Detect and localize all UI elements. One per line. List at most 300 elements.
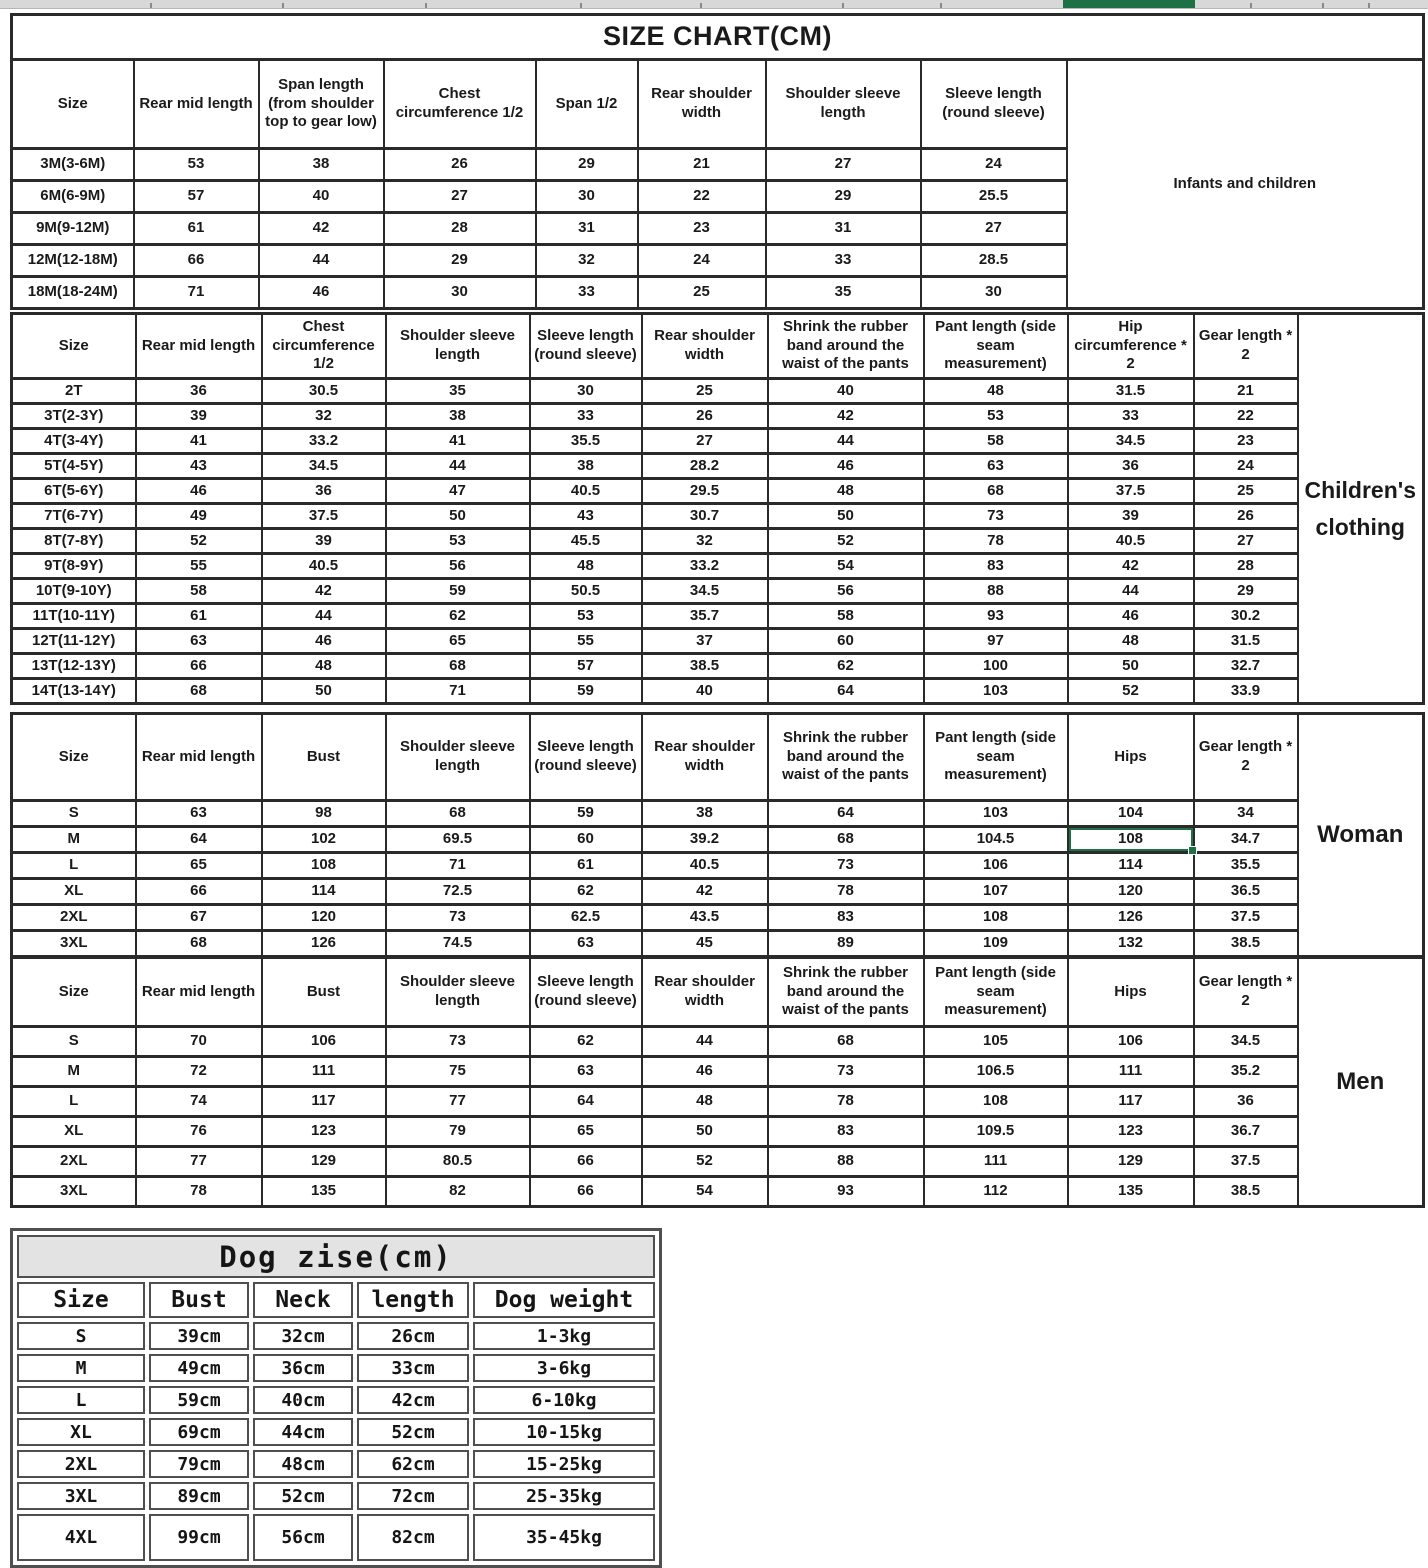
table-cell: 66 [134, 245, 259, 277]
table-cell: 97 [924, 629, 1068, 654]
table-cell: 32cm [253, 1322, 353, 1350]
table-cell: 106 [924, 853, 1068, 879]
row-size-label: 4XL [17, 1514, 145, 1561]
table-cell: 33 [1068, 404, 1194, 429]
row-size-label: XL [12, 1117, 136, 1147]
table-cell: 27 [1194, 529, 1298, 554]
table-cell: 58 [136, 579, 262, 604]
table-cell: 10-15kg [473, 1418, 655, 1446]
table-cell: 34 [1194, 801, 1298, 827]
column-gridline-tick [150, 3, 152, 8]
table-header-cell: Bust [262, 958, 386, 1027]
table-cell: 63 [924, 454, 1068, 479]
table-cell: 44 [259, 245, 384, 277]
table-cell: 29 [766, 181, 921, 213]
table-cell: 58 [768, 604, 924, 629]
table-cell: 79cm [149, 1450, 249, 1478]
table-cell: 39 [262, 529, 386, 554]
table-cell: 37.5 [262, 504, 386, 529]
table-row [12, 905, 1424, 931]
table-cell: 29 [536, 149, 638, 181]
table-cell: 35.7 [642, 604, 768, 629]
table-cell: 106 [1068, 1027, 1194, 1057]
table-header-cell: Hips [1068, 714, 1194, 801]
category-side-label: Children's clothing [1298, 314, 1424, 704]
table-cell: 108 [924, 905, 1068, 931]
category-side-label: Infants and children [1067, 60, 1424, 309]
table-cell: 63 [530, 931, 642, 957]
table-cell: 33 [530, 404, 642, 429]
table-cell: 61 [136, 604, 262, 629]
row-size-label: M [12, 827, 136, 853]
table-cell: 42cm [357, 1386, 469, 1414]
table-header-cell: Span length (from shoulder top to gear low) [259, 60, 384, 149]
table-cell: 135 [1068, 1177, 1194, 1207]
row-size-label: S [12, 1027, 136, 1057]
table-header-cell: Shoulder sleeve length [766, 60, 921, 149]
table-header-cell: Rear mid length [134, 60, 259, 149]
row-size-label: M [17, 1354, 145, 1382]
row-size-label: 14T(13-14Y) [12, 679, 136, 704]
table-cell: 88 [924, 579, 1068, 604]
table-cell: 71 [134, 277, 259, 309]
table-cell: 107 [924, 879, 1068, 905]
table-header-cell: Chest circumference 1/2 [384, 60, 536, 149]
table-cell: 31 [766, 213, 921, 245]
table-cell: 77 [136, 1147, 262, 1177]
table-cell: 77 [386, 1087, 530, 1117]
table-cell: 63 [530, 1057, 642, 1087]
table-header-cell: Sleeve length (round sleeve) [530, 314, 642, 379]
table-cell: 42 [259, 213, 384, 245]
table-cell: 52 [1068, 679, 1194, 704]
table-cell: 106.5 [924, 1057, 1068, 1087]
column-gridline-tick [425, 3, 427, 8]
table-cell: 44 [642, 1027, 768, 1057]
row-size-label: 3XL [12, 1177, 136, 1207]
category-side-label: Woman [1298, 714, 1424, 957]
table-cell: 114 [1068, 853, 1194, 879]
table-header-cell: Sleeve length (round sleeve) [530, 714, 642, 801]
table-header-cell: Span 1/2 [536, 60, 638, 149]
table-cell: 52 [136, 529, 262, 554]
table-header-cell: Shrink the rubber band around the waist of the pants [768, 958, 924, 1027]
table-cell: 38.5 [1194, 1177, 1298, 1207]
table-cell: 44cm [253, 1418, 353, 1446]
sheet-top-edge [0, 0, 1428, 9]
table-cell: 26 [642, 404, 768, 429]
table-cell: 63 [136, 801, 262, 827]
table-cell: 88 [768, 1147, 924, 1177]
table-cell: 54 [642, 1177, 768, 1207]
table-cell: 104 [1068, 801, 1194, 827]
table-cell: 36 [136, 379, 262, 404]
table-header-cell: Neck [253, 1282, 353, 1318]
table-cell: 82cm [357, 1514, 469, 1561]
table-cell: 46 [642, 1057, 768, 1087]
table-cell: 99cm [149, 1514, 249, 1561]
table-row [12, 1117, 1424, 1147]
table-header-row [12, 958, 1424, 1027]
table-cell: 24 [1194, 454, 1298, 479]
table-cell: 66 [136, 654, 262, 679]
table-cell: 48cm [253, 1450, 353, 1478]
row-size-label: 5T(4-5Y) [12, 454, 136, 479]
table-cell: 71 [386, 679, 530, 704]
table-cell: 73 [768, 853, 924, 879]
table-cell: 108 [924, 1087, 1068, 1117]
table-cell: 111 [1068, 1057, 1194, 1087]
table-header-row [17, 1282, 655, 1318]
table-cell: 43.5 [642, 905, 768, 931]
table-cell: 44 [1068, 579, 1194, 604]
table-header-cell: Size [12, 958, 136, 1027]
column-gridline-tick [580, 3, 582, 8]
row-size-label: 2XL [12, 905, 136, 931]
table-cell: 64 [136, 827, 262, 853]
table-cell: 48 [924, 379, 1068, 404]
table-cell: 62 [386, 604, 530, 629]
table-cell: 37.5 [1194, 905, 1298, 931]
table-cell: 75 [386, 1057, 530, 1087]
table-cell: 59cm [149, 1386, 249, 1414]
table-cell: 63 [136, 629, 262, 654]
table-cell: 38.5 [1194, 931, 1298, 957]
table-row [12, 629, 1424, 654]
table-cell: 40cm [253, 1386, 353, 1414]
table-cell: 66 [530, 1147, 642, 1177]
table-cell: 21 [638, 149, 766, 181]
table-cell: 66 [530, 1177, 642, 1207]
row-size-label: 12M(12-18M) [12, 245, 134, 277]
table-cell: 38 [386, 404, 530, 429]
table-cell: 71 [386, 853, 530, 879]
table-cell: 23 [638, 213, 766, 245]
table-cell: 108 [1068, 827, 1194, 853]
table-cell: 31 [536, 213, 638, 245]
table-cell: 117 [1068, 1087, 1194, 1117]
table-cell: 1-3kg [473, 1322, 655, 1350]
table-header-cell: Pant length (side seam measurement) [924, 714, 1068, 801]
table-cell: 36 [1068, 454, 1194, 479]
table-cell: 61 [530, 853, 642, 879]
row-size-label: M [12, 1057, 136, 1087]
table-cell: 25 [1194, 479, 1298, 504]
table-cell: 83 [924, 554, 1068, 579]
column-gridline-tick [842, 3, 844, 8]
row-size-label: 12T(11-12Y) [12, 629, 136, 654]
table-cell: 33cm [357, 1354, 469, 1382]
table-header-cell: Gear length * 2 [1194, 314, 1298, 379]
table-cell: 34.5 [642, 579, 768, 604]
row-size-label: L [17, 1386, 145, 1414]
table-cell: 32 [642, 529, 768, 554]
table-cell: 41 [136, 429, 262, 454]
table-header-cell: Size [12, 314, 136, 379]
table-row [12, 1027, 1424, 1057]
table-cell: 102 [262, 827, 386, 853]
table-cell: 50 [768, 504, 924, 529]
table-cell: 33 [536, 277, 638, 309]
dog-size-table [10, 1228, 662, 1568]
row-size-label: 4T(3-4Y) [12, 429, 136, 454]
table-cell: 129 [262, 1147, 386, 1177]
table-cell: 39cm [149, 1322, 249, 1350]
table-header-cell: Hips [1068, 958, 1194, 1027]
table-cell: 42 [768, 404, 924, 429]
row-size-label: 7T(6-7Y) [12, 504, 136, 529]
table-row [12, 479, 1424, 504]
row-size-label: L [12, 1087, 136, 1117]
row-size-label: 8T(7-8Y) [12, 529, 136, 554]
table-cell: 120 [1068, 879, 1194, 905]
table-cell: 126 [1068, 905, 1194, 931]
table-cell: 54 [768, 554, 924, 579]
row-size-label: L [12, 853, 136, 879]
table-cell: 68 [386, 654, 530, 679]
table-header-cell: Shrink the rubber band around the waist of the pants [768, 714, 924, 801]
table-cell: 52cm [357, 1418, 469, 1446]
table-cell: 112 [924, 1177, 1068, 1207]
table-header-cell: Hip circumference * 2 [1068, 314, 1194, 379]
table-cell: 76 [136, 1117, 262, 1147]
table-cell: 58 [924, 429, 1068, 454]
table-header-cell: Rear shoulder width [642, 314, 768, 379]
table-cell: 65 [136, 853, 262, 879]
table-cell: 72 [136, 1057, 262, 1087]
row-size-label: 3XL [17, 1482, 145, 1510]
table-cell: 32.7 [1194, 654, 1298, 679]
table-cell: 43 [530, 504, 642, 529]
table-cell: 60 [530, 827, 642, 853]
table-cell: 65 [530, 1117, 642, 1147]
table-header-cell: Sleeve length (round sleeve) [530, 958, 642, 1027]
table-cell: 66 [136, 879, 262, 905]
table-row [17, 1514, 655, 1561]
row-size-label: 2T [12, 379, 136, 404]
table-cell: 33.2 [262, 429, 386, 454]
table-header-row [12, 60, 1424, 149]
table-cell: 111 [924, 1147, 1068, 1177]
table-cell: 35.5 [1194, 853, 1298, 879]
row-size-label: 2XL [17, 1450, 145, 1478]
table-cell: 29 [1194, 579, 1298, 604]
table-cell: 32 [262, 404, 386, 429]
table-cell: 129 [1068, 1147, 1194, 1177]
table-cell: 98 [262, 801, 386, 827]
table-cell: 57 [134, 181, 259, 213]
table-cell: 59 [386, 579, 530, 604]
column-gridline-tick [1250, 3, 1252, 8]
table-row [12, 1147, 1424, 1177]
table-title-row [17, 1235, 655, 1278]
table-cell: 3-6kg [473, 1354, 655, 1382]
table-cell: 29.5 [642, 479, 768, 504]
table-cell: 43 [136, 454, 262, 479]
table-cell: 78 [768, 879, 924, 905]
table-cell: 45.5 [530, 529, 642, 554]
table-cell: 93 [768, 1177, 924, 1207]
table-row [17, 1386, 655, 1414]
table-cell: 53 [530, 604, 642, 629]
table-header-cell: Pant length (side seam measurement) [924, 958, 1068, 1027]
table-cell: 35.2 [1194, 1057, 1298, 1087]
table-row [17, 1322, 655, 1350]
table-cell: 40.5 [262, 554, 386, 579]
column-gridline-tick [282, 3, 284, 8]
row-size-label: 3M(3-6M) [12, 149, 134, 181]
table-cell: 28.2 [642, 454, 768, 479]
table-row [12, 853, 1424, 879]
table-cell: 27 [766, 149, 921, 181]
table-cell: 68 [924, 479, 1068, 504]
table-cell: 39 [1068, 504, 1194, 529]
table-row [12, 801, 1424, 827]
table-cell: 56 [768, 579, 924, 604]
table-cell: 27 [921, 213, 1067, 245]
row-size-label: 18M(18-24M) [12, 277, 134, 309]
table-cell: 48 [768, 479, 924, 504]
table-cell: 68 [768, 827, 924, 853]
table-header-cell: Gear length * 2 [1194, 958, 1298, 1027]
table-cell: 78 [136, 1177, 262, 1207]
table-cell: 126 [262, 931, 386, 957]
table-cell: 31.5 [1194, 629, 1298, 654]
table-cell: 41 [386, 429, 530, 454]
table-cell: 26cm [357, 1322, 469, 1350]
row-size-label: 2XL [12, 1147, 136, 1177]
table-cell: 105 [924, 1027, 1068, 1057]
table-cell: 36 [262, 479, 386, 504]
table-cell: 40.5 [1068, 529, 1194, 554]
table-row [12, 827, 1424, 853]
table-row [17, 1450, 655, 1478]
table-header-cell: Shoulder sleeve length [386, 714, 530, 801]
table-cell: 26 [1194, 504, 1298, 529]
table-cell: 38 [642, 801, 768, 827]
table-cell: 42 [262, 579, 386, 604]
table-cell: 70 [136, 1027, 262, 1057]
table-cell: 23 [1194, 429, 1298, 454]
table-cell: 34.5 [1068, 429, 1194, 454]
table-cell: 37 [642, 629, 768, 654]
table-cell: 69cm [149, 1418, 249, 1446]
column-gridline-tick [1368, 3, 1370, 8]
table-cell: 40 [259, 181, 384, 213]
table-cell: 109.5 [924, 1117, 1068, 1147]
men-size-table [10, 956, 1425, 1208]
table-header-cell: Size [12, 60, 134, 149]
table-cell: 62cm [357, 1450, 469, 1478]
table-cell: 53 [386, 529, 530, 554]
column-gridline-tick [1322, 3, 1324, 8]
table-cell: 30.5 [262, 379, 386, 404]
row-size-label: XL [17, 1418, 145, 1446]
table-row [12, 679, 1424, 704]
table-cell: 50 [262, 679, 386, 704]
table-title: Dog zise(cm) [17, 1235, 655, 1278]
table-cell: 27 [384, 181, 536, 213]
row-size-label: 10T(9-10Y) [12, 579, 136, 604]
table-cell: 39 [136, 404, 262, 429]
table-cell: 45 [642, 931, 768, 957]
table-cell: 56 [386, 554, 530, 579]
table-cell: 24 [638, 245, 766, 277]
table-cell: 31.5 [1068, 379, 1194, 404]
table-cell: 68 [768, 1027, 924, 1057]
table-row [12, 1177, 1424, 1207]
table-row [12, 931, 1424, 957]
table-row [12, 654, 1424, 679]
table-header-cell: Sleeve length (round sleeve) [921, 60, 1067, 149]
table-cell: 6-10kg [473, 1386, 655, 1414]
table-cell: 15-25kg [473, 1450, 655, 1478]
table-cell: 34.7 [1194, 827, 1298, 853]
table-cell: 50 [1068, 654, 1194, 679]
table-cell: 62 [530, 1027, 642, 1057]
table-cell: 39.2 [642, 827, 768, 853]
row-size-label: S [17, 1322, 145, 1350]
table-row [12, 429, 1424, 454]
table-cell: 64 [530, 1087, 642, 1117]
table-cell: 40.5 [530, 479, 642, 504]
table-cell: 40 [768, 379, 924, 404]
table-cell: 44 [386, 454, 530, 479]
table-title: SIZE CHART(CM) [12, 15, 1424, 60]
table-cell: 83 [768, 905, 924, 931]
table-cell: 53 [134, 149, 259, 181]
table-header-cell: length [357, 1282, 469, 1318]
table-row [17, 1418, 655, 1446]
table-row [12, 1087, 1424, 1117]
table-row [12, 579, 1424, 604]
table-cell: 72.5 [386, 879, 530, 905]
row-size-label: 6M(6-9M) [12, 181, 134, 213]
table-cell: 108 [262, 853, 386, 879]
table-cell: 103 [924, 801, 1068, 827]
table-cell: 57 [530, 654, 642, 679]
table-cell: 73 [386, 905, 530, 931]
table-header-cell: Bust [262, 714, 386, 801]
table-cell: 73 [386, 1027, 530, 1057]
table-cell: 59 [530, 679, 642, 704]
table-cell: 38.5 [642, 654, 768, 679]
table-cell: 62 [530, 879, 642, 905]
table-cell: 48 [642, 1087, 768, 1117]
table-header-cell: Bust [149, 1282, 249, 1318]
selected-column-indicator [1063, 0, 1195, 8]
table-cell: 73 [924, 504, 1068, 529]
table-cell: 48 [530, 554, 642, 579]
table-header-cell: Pant length (side seam measurement) [924, 314, 1068, 379]
table-cell: 48 [1068, 629, 1194, 654]
row-size-label: 3XL [12, 931, 136, 957]
table-cell: 55 [530, 629, 642, 654]
table-row [17, 1482, 655, 1510]
table-row [17, 1354, 655, 1382]
table-cell: 33.2 [642, 554, 768, 579]
row-size-label: 11T(10-11Y) [12, 604, 136, 629]
table-cell: 49cm [149, 1354, 249, 1382]
table-header-cell: Rear shoulder width [642, 958, 768, 1027]
table-cell: 123 [1068, 1117, 1194, 1147]
table-row [12, 554, 1424, 579]
table-header-cell: Size [12, 714, 136, 801]
table-cell: 111 [262, 1057, 386, 1087]
table-cell: 25.5 [921, 181, 1067, 213]
table-cell: 100 [924, 654, 1068, 679]
table-cell: 89cm [149, 1482, 249, 1510]
